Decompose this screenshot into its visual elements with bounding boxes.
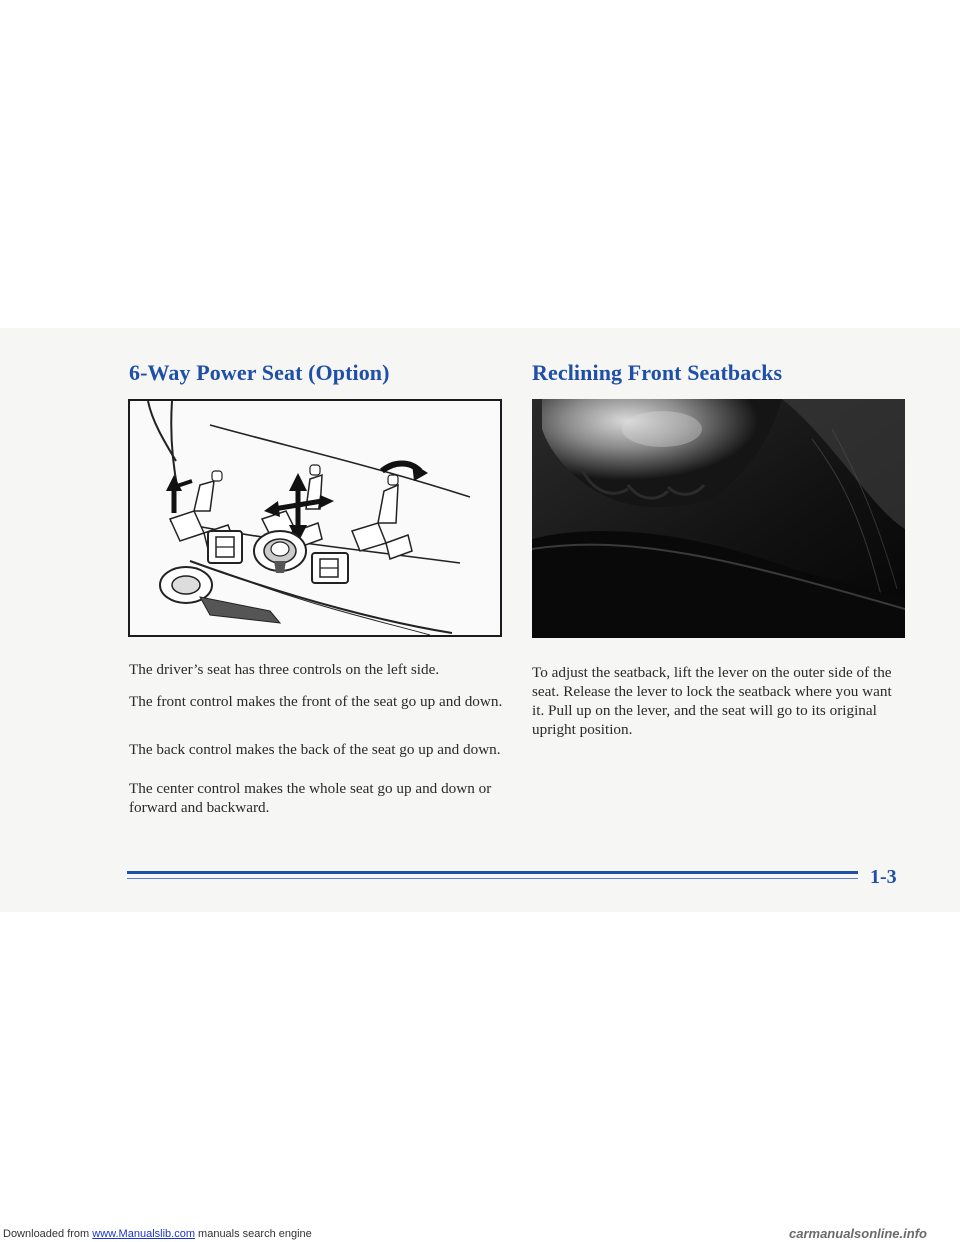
- manualslib-link[interactable]: www.Manualslib.com: [92, 1228, 195, 1240]
- page-rule: [127, 871, 858, 874]
- power-seat-title: 6-Way Power Seat (Option): [129, 360, 390, 385]
- center-seat-switch: [254, 531, 306, 573]
- seat-tilt-back-icon: [352, 463, 428, 559]
- paragraph-back-control: The back control makes the back of the seat go up and down.: [129, 741, 501, 758]
- paragraph-adjust-seatback: To adjust the seatback, lift the lever on the outer side of the seat. Release the lever to lock the seatback where you want it. Pull up on the lever, and the seat will go to its original upright position.: [532, 664, 892, 738]
- seatback-lever-photo: [532, 399, 905, 638]
- footer-prefix: Downloaded from: [3, 1228, 93, 1240]
- reclining-seatbacks-title: Reclining Front Seatbacks: [532, 360, 783, 385]
- page-number: 1-3: [870, 866, 897, 888]
- front-seat-switch: [208, 531, 242, 563]
- back-seat-switch: [312, 553, 348, 583]
- page-rule-thin: [127, 878, 858, 879]
- power-seat-controls-diagram: [128, 399, 502, 637]
- footer-suffix: manuals search engine: [194, 1228, 312, 1240]
- watermark: carmanualsonline.info: [789, 1226, 927, 1241]
- paragraph-center-control: The center control makes the whole seat go up and down or forward and backward.: [129, 780, 492, 816]
- download-footer: [3, 1228, 312, 1240]
- paragraph-three-controls: The driver’s seat has three controls on the left side.: [129, 661, 440, 678]
- paragraph-front-control: The front control makes the front of the seat go up and down.: [129, 693, 503, 710]
